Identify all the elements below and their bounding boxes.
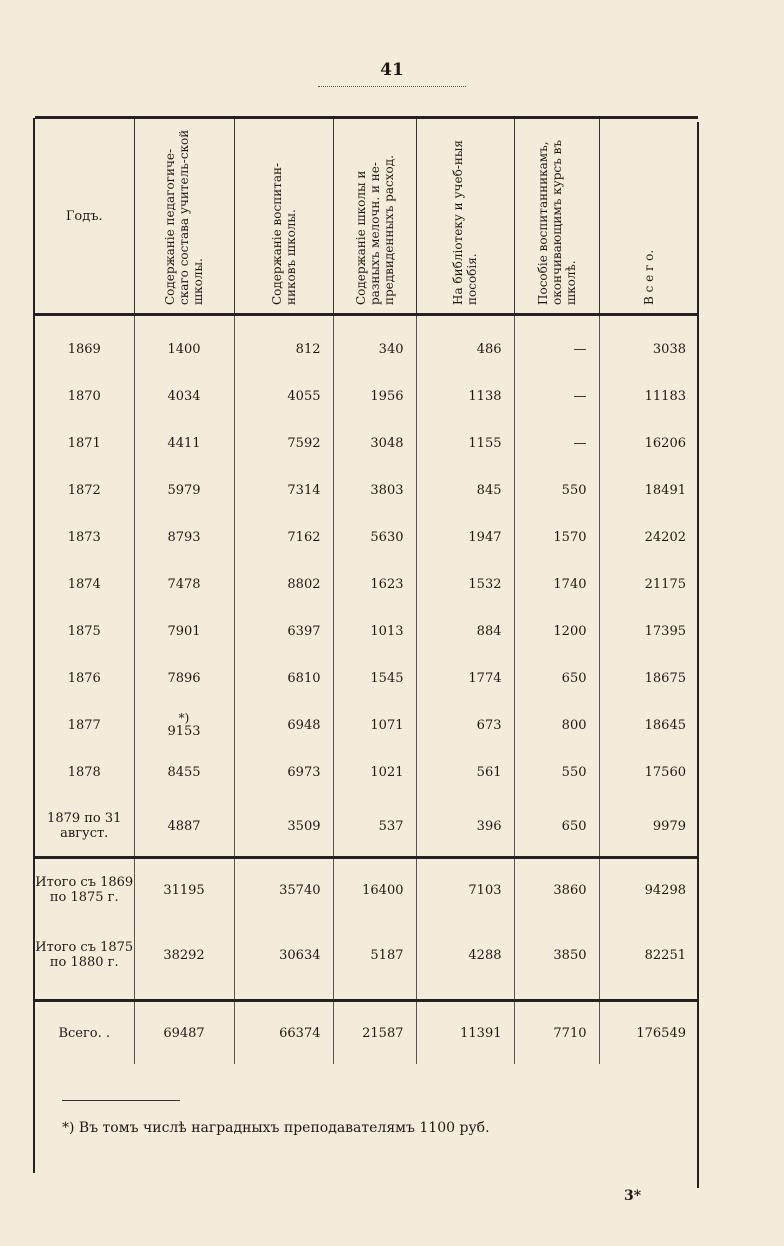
pupils-cell: 812 [234, 326, 333, 373]
table-row [35, 420, 698, 467]
footnote-marker: *) [178, 711, 190, 725]
table-row [35, 373, 698, 420]
total-cell: 9979 [599, 796, 698, 858]
printer-signature-mark: 3* [624, 1188, 642, 1204]
year-cell: 1876 [67, 671, 101, 686]
school-misc-cell: 340 [333, 326, 416, 373]
total-cell: 18491 [599, 467, 698, 514]
header-school-misc: Содержаніе школы и разныхъ мелочн. и не-предвиденныхъ расход. [333, 118, 416, 315]
year-cell: 1875 [67, 624, 101, 639]
footnote-rule [62, 1100, 180, 1101]
library-cell: 1774 [416, 655, 514, 702]
school-misc-cell: 3803 [333, 467, 416, 514]
teachers-value: 9153 [167, 724, 201, 739]
pupils-cell: 7314 [234, 467, 333, 514]
pupils-cell: 35740 [234, 858, 333, 922]
teachers-cell: 8793 [134, 514, 234, 561]
grants-cell: — [514, 326, 599, 373]
header-total: В с е г о. [599, 118, 698, 315]
table-row [35, 467, 698, 514]
teachers-cell: 4034 [134, 373, 234, 420]
header-library: На библіотеку и учеб-ныя пособія. [416, 118, 514, 315]
library-cell: 1155 [416, 420, 514, 467]
year-cell: 1878 [67, 765, 101, 780]
table-row [35, 561, 698, 608]
grants-cell: — [514, 373, 599, 420]
teachers-cell: 7896 [134, 655, 234, 702]
library-cell: 7103 [416, 858, 514, 922]
year-cell: 1870 [67, 389, 101, 404]
total-cell: 21175 [599, 561, 698, 608]
total-cell: 11183 [599, 373, 698, 420]
grants-cell: 550 [514, 467, 599, 514]
grants-cell: 1740 [514, 561, 599, 608]
library-cell: 845 [416, 467, 514, 514]
subtotal-row [35, 921, 698, 989]
total-cell: 18675 [599, 655, 698, 702]
pupils-cell: 8802 [234, 561, 333, 608]
teachers-cell: 38292 [134, 921, 234, 989]
grand-total-row [35, 1001, 698, 1065]
page-number: 41 [380, 60, 404, 80]
total-cell: 24202 [599, 514, 698, 561]
teachers-cell: 7901 [134, 608, 234, 655]
pupils-cell: 30634 [234, 921, 333, 989]
grants-cell: 1200 [514, 608, 599, 655]
total-cell: 18645 [599, 702, 698, 749]
table-row [35, 326, 698, 373]
expenses-table [35, 116, 698, 1064]
pupils-cell: 6810 [234, 655, 333, 702]
school-misc-cell: 21587 [333, 1001, 416, 1065]
library-cell: 561 [416, 749, 514, 796]
teachers-cell: 69487 [134, 1001, 234, 1065]
grants-cell: 3850 [514, 921, 599, 989]
table-row [35, 514, 698, 561]
subtotal-label: Итого съ 1869 по 1875 г. [35, 858, 134, 922]
table-row [35, 796, 698, 858]
school-misc-cell: 1623 [333, 561, 416, 608]
library-cell: 4288 [416, 921, 514, 989]
school-misc-cell: 5630 [333, 514, 416, 561]
table-row [35, 702, 698, 749]
teachers-cell [134, 702, 234, 749]
pupils-cell: 7592 [234, 420, 333, 467]
grants-cell: 1570 [514, 514, 599, 561]
teachers-cell: 4887 [134, 796, 234, 858]
year-cell: 1872 [67, 483, 101, 498]
table-row [35, 655, 698, 702]
year-cell: 1877 [67, 718, 101, 733]
school-misc-cell: 3048 [333, 420, 416, 467]
library-cell: 1532 [416, 561, 514, 608]
library-cell: 673 [416, 702, 514, 749]
library-cell: 1138 [416, 373, 514, 420]
pupils-cell: 4055 [234, 373, 333, 420]
total-cell: 17395 [599, 608, 698, 655]
teachers-cell: 31195 [134, 858, 234, 922]
grants-cell: 550 [514, 749, 599, 796]
expenses-table-container [35, 116, 698, 1064]
school-misc-cell: 16400 [333, 858, 416, 922]
teachers-cell: 4411 [134, 420, 234, 467]
total-cell: 82251 [599, 921, 698, 989]
spacer-row [35, 315, 698, 327]
total-cell: 17560 [599, 749, 698, 796]
footnote: *) Въ томъ числѣ наградныхъ преподавателямъ 1100 руб. [62, 1120, 490, 1136]
year-cell: 1873 [67, 530, 101, 545]
library-cell: 396 [416, 796, 514, 858]
pupils-cell: 6973 [234, 749, 333, 796]
school-misc-cell: 1071 [333, 702, 416, 749]
pupils-cell: 6397 [234, 608, 333, 655]
subtotal-row [35, 858, 698, 922]
school-misc-cell: 1956 [333, 373, 416, 420]
grants-cell: 800 [514, 702, 599, 749]
grants-cell: 650 [514, 655, 599, 702]
total-cell: 3038 [599, 326, 698, 373]
total-cell: 16206 [599, 420, 698, 467]
grants-cell: 650 [514, 796, 599, 858]
pupils-cell: 3509 [234, 796, 333, 858]
school-misc-cell: 5187 [333, 921, 416, 989]
library-cell: 486 [416, 326, 514, 373]
year-cell: 1869 [67, 342, 101, 357]
header-grants: Пособіе воспитанникамъ, окончивающимъ курсъ въ школѣ. [514, 118, 599, 315]
spacer-row [35, 989, 698, 1001]
table-row [35, 608, 698, 655]
grand-total-label: Всего. . [35, 1001, 134, 1065]
year-cell: 1879 по 31 август. [47, 811, 122, 841]
library-cell: 11391 [416, 1001, 514, 1065]
page-number-dotted-rule [318, 86, 466, 87]
total-cell: 176549 [599, 1001, 698, 1065]
year-cell: 1871 [67, 436, 101, 451]
school-misc-cell: 1545 [333, 655, 416, 702]
pupils-cell: 66374 [234, 1001, 333, 1065]
school-misc-cell: 537 [333, 796, 416, 858]
pupils-cell: 6948 [234, 702, 333, 749]
total-cell: 94298 [599, 858, 698, 922]
school-misc-cell: 1013 [333, 608, 416, 655]
grants-cell: — [514, 420, 599, 467]
subtotal-label: Итого съ 1875 по 1880 г. [35, 940, 134, 970]
grants-cell: 7710 [514, 1001, 599, 1065]
grants-cell: 3860 [514, 858, 599, 922]
header-pupils: Содержаніе воспитан-никовъ школы. [234, 118, 333, 315]
header-row [35, 118, 698, 315]
teachers-cell: 8455 [134, 749, 234, 796]
pupils-cell: 7162 [234, 514, 333, 561]
table-row [35, 749, 698, 796]
header-year: Годъ. [35, 118, 134, 315]
school-misc-cell: 1021 [333, 749, 416, 796]
library-cell: 884 [416, 608, 514, 655]
teachers-cell: 1400 [134, 326, 234, 373]
library-cell: 1947 [416, 514, 514, 561]
header-teachers: Содержаніе педагогиче-скаго состава учитель-ской школы. [134, 118, 234, 315]
year-cell: 1874 [67, 577, 101, 592]
teachers-cell: 7478 [134, 561, 234, 608]
teachers-cell: 5979 [134, 467, 234, 514]
